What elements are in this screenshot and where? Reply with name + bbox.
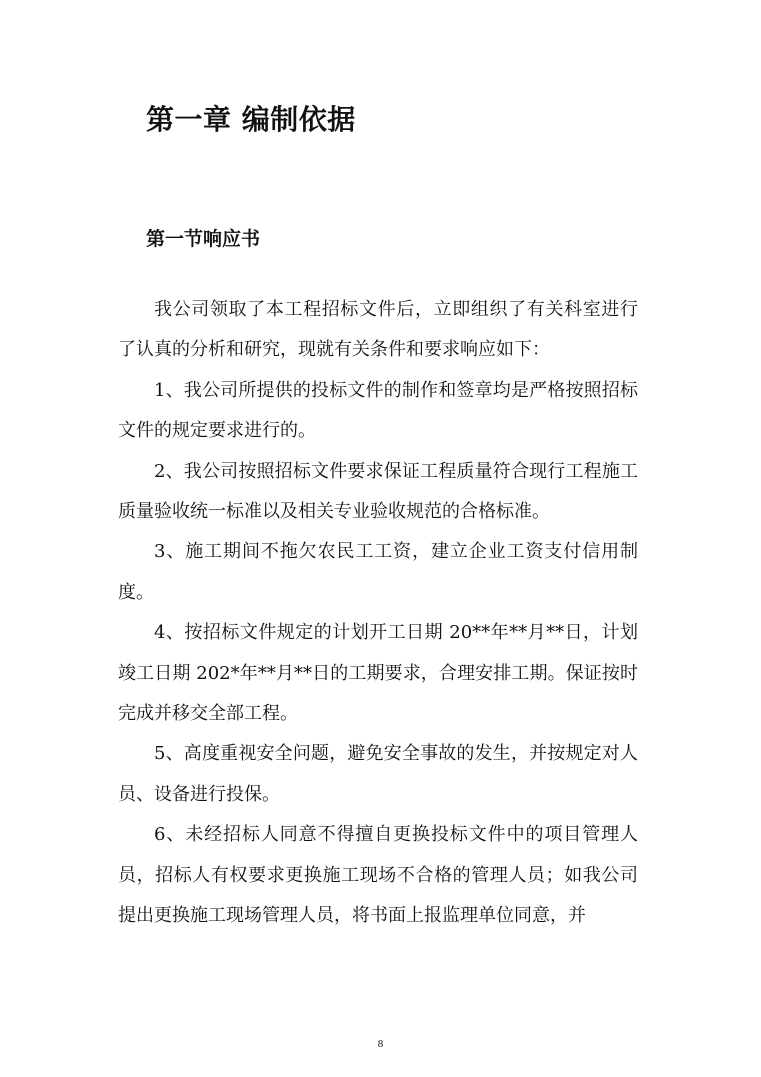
section-title: 第一节响应书 [146,228,261,250]
body-text [118,290,638,937]
paragraph-item-1: 1、我公司所提供的投标文件的制作和签章均是严格按照招标文件的规定要求进行的。 [118,379,638,442]
chapter-title: 第一章 编制依据 [146,103,356,136]
paragraph-item-3: 3、施工期间不拖欠农民工工资，建立企业工资支付信用制度。 [118,541,638,603]
paragraph-intro: 我公司领取了本工程招标文件后，立即组织了有关科室进行了认真的分析和研究，现就有关条件和要求响应如下： [118,299,638,361]
paragraph-item-2: 2、我公司按照招标文件要求保证工程质量符合现行工程施工质量验收统一标准以及相关专业验收规范的合格标准。 [118,460,638,523]
paragraph-item-4: 4、按招标文件规定的计划开工日期 20**年**月**日，计划竣工日期 202*年**月**日的工期要求，合理安排工期。保证按时完成并移交全部工程。 [118,622,638,725]
paragraph-item-6: 6、未经招标人同意不得擅自更换投标文件中的项目管理人员，招标人有权要求更换施工现场不合格的管理人员；如我公司提出更换施工现场管理人员，将书面上报监理单位同意，并 [118,824,638,927]
page-number: 8 [377,1038,384,1050]
paragraph-item-5: 5、高度重视安全问题，避免安全事故的发生，并按规定对人员、设备进行投保。 [118,743,638,805]
